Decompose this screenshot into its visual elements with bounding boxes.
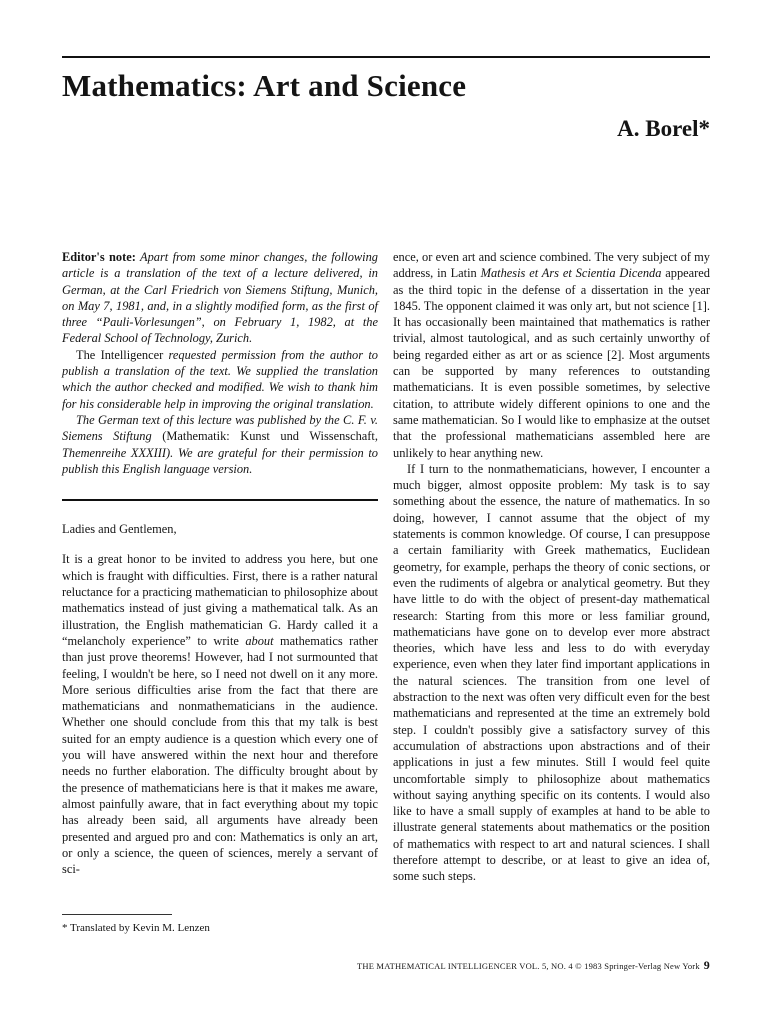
article-title: Mathematics: Art and Science (62, 68, 467, 103)
section-divider (62, 499, 378, 501)
body-paragraph: ence, or even art and science combined. The very subject of my address, in Latin Mathesis et Ars et Scientia Dicenda appeared as the third topic in the defense of a dissertation in the year 1845. The opponent claimed it was only art, but not science [1]. It has occasionally been maintained that mathematics is rather trivial, almost tautological, and as such certainly unworthy of being regarded either as art or as science [2]. Most arguments can be supported by many references to outstanding mathematicians. It is even possible sometimes, by selective citation, to attribute widely different opinions to one and the same mathematician. So I would like to emphasize at the outset that the professional mathematicians assembled here are unlikely to hear anything new. (393, 250, 710, 460)
left-column (62, 249, 378, 877)
editors-note-p1: Editor's note: Apart from some minor changes, the following article is a translation of the text of a lecture delivered, in German, at the Carl Friedrich von Siemens Stiftung, Munich, on May 7, 1981, and, in a slightly modified form, as the first of three “Pauli-Vorlesungen”, on February 1, 1982, at the Federal School of Technology, Zurich. (62, 250, 379, 346)
editors-note-p3: The German text of this lecture was published by the C. F. v. Siemens Stiftung (Mathematik: Kunst und Wissenschaft, Themenreihe XXXIII). We are grateful for their permission to publish this English language version. (62, 412, 378, 476)
footnote: * Translated by Kevin M. Lenzen (62, 922, 210, 934)
editors-note-p2: The Intelligencer requested permission from the author to publish a translation of the text. We supplied the translation which the author checked and modified. We wish to thank him for his considerable help in improving the original translation. (62, 347, 378, 411)
page-footer (357, 958, 710, 973)
footnote-rule (62, 914, 172, 915)
author-name: A. Borel* (617, 116, 710, 141)
page-number: 9 (703, 958, 710, 972)
body-paragraph: It is a great honor to be invited to address you here, but one which is fraught with difficulties. First, there is a rather natural reluctance for a practicing mathematician to philosophize about mathematics instead of just giving a mathematical talk. As an illustration, the English mathematician G. Hardy called it a “melancholy experience” to write about mathematics rather than just prove theorems! However, had I not surmounted that feeling, I wouldn't be here, so I need not dwell on it any more. More serious difficulties arise from the fact that there are mathematicians and nonmathematicians in the audience. Whether one should conclude from this that my talk is best suited for an empty audience is a question which every one of you will have answered within the next hour and therefore needs no further elaboration. The difficulty brought about by the presence of mathematicians here is that it makes me aware, almost painfully aware, that in fact everything about my topic has already been said, all arguments have already been presented and argued pro and con: Mathematics is only an art, or only a science, the queen of sciences, merely a servant of sci- (62, 552, 378, 877)
top-rule (62, 56, 710, 58)
salutation: Ladies and Gentlemen, (62, 522, 177, 537)
journal-citation: THE MATHEMATICAL INTELLIGENCER VOL. 5, NO. 4 © 1983 Springer-Verlag New York (356, 961, 700, 971)
editors-note-label: Editor's note: (62, 250, 136, 264)
right-column (393, 249, 710, 885)
body-paragraph: If I turn to the nonmathematicians, however, I encounter a much bigger, almost opposite problem: My task is to say something about the essence, the nature of mathematics. In so doing, however, I cannot assume that the object of my statements is common knowledge. Of course, I can presuppose a certain familiarity with Greek mathematics, Euclidean geometry, for example, perhaps the theory of conic sections, or even the rudiments of algebra or analytical geometry. But they have little to do with the object of present-day mathematical research: Starting from this more or less familiar ground, mathematicians have gone on to develop ever more abstract theories, which have less and less to do with everyday experience, even when they later find important applications in the natural sciences. The transition from one level of abstraction to the next was often very difficult even for the best mathematicians and represented at the time an extremely bold step. I couldn't possibly give a satisfactory survey of this accumulation of abstractions upon abstractions and of their applications in just a few minutes. Still I would feel quite uncomfortable simply to philosophize about mathematics without saying anything specific on its contents. I would also like to have a small supply of examples at hand to be able to illustrate general statements about mathematics or the position of mathematics with respect to art and natural sciences. I shall therefore attempt to describe, or at least to give an idea of, some such steps. (393, 461, 710, 884)
